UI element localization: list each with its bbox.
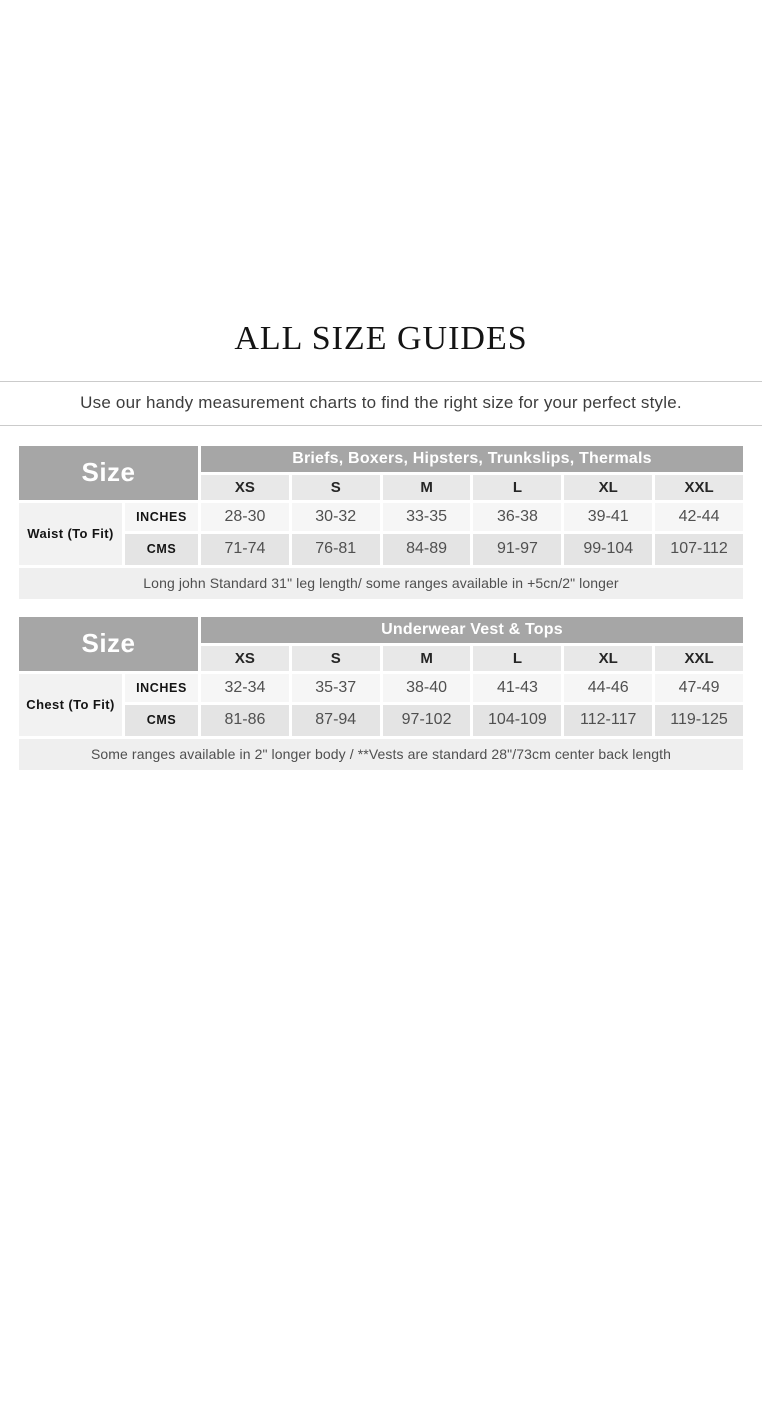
value-cell: 36-38: [473, 503, 561, 531]
value-cell: 97-102: [383, 705, 471, 736]
value-cell: 28-30: [201, 503, 289, 531]
unit-label-cms: CMS: [125, 705, 198, 736]
size-col-header-xs: XS: [201, 475, 289, 500]
value-cell: 71-74: [201, 534, 289, 565]
value-cell: 41-43: [473, 674, 561, 702]
size-col-header-l: L: [473, 646, 561, 671]
size-header-cell: Size: [19, 617, 198, 671]
value-cell: 107-112: [655, 534, 743, 565]
value-cell: 30-32: [292, 503, 380, 531]
measurement-row-label: Chest (To Fit): [19, 674, 122, 736]
size-col-header-m: M: [383, 475, 471, 500]
value-cell: 91-97: [473, 534, 561, 565]
value-cell: 35-37: [292, 674, 380, 702]
size-guides-section: [0, 426, 762, 773]
unit-label-inches: INCHES: [125, 503, 198, 531]
subtitle-text: Use our handy measurement charts to find the right size for your perfect style.: [80, 392, 682, 412]
category-header: Underwear Vest & Tops: [201, 617, 743, 643]
value-cell: 76-81: [292, 534, 380, 565]
category-header: Briefs, Boxers, Hipsters, Trunkslips, Thermals: [201, 446, 743, 472]
value-cell: 38-40: [383, 674, 471, 702]
value-cell: 99-104: [564, 534, 652, 565]
unit-label-cms: CMS: [125, 534, 198, 565]
value-cell: 112-117: [564, 705, 652, 736]
value-cell: 47-49: [655, 674, 743, 702]
size-col-header-xs: XS: [201, 646, 289, 671]
size-guide-table-vests-tops: [16, 614, 746, 773]
size-header-cell: Size: [19, 446, 198, 500]
value-cell: 119-125: [655, 705, 743, 736]
value-cell: 44-46: [564, 674, 652, 702]
value-cell: 84-89: [383, 534, 471, 565]
value-cell: 104-109: [473, 705, 561, 736]
size-col-header-s: S: [292, 475, 380, 500]
value-cell: 42-44: [655, 503, 743, 531]
page-title: ALL SIZE GUIDES: [234, 320, 528, 357]
unit-label-inches: INCHES: [125, 674, 198, 702]
size-guide-table-underwear-bottoms: [16, 443, 746, 602]
value-cell: 87-94: [292, 705, 380, 736]
size-col-header-xl: XL: [564, 646, 652, 671]
size-col-header-s: S: [292, 646, 380, 671]
subtitle-band: [0, 381, 762, 426]
size-col-header-l: L: [473, 475, 561, 500]
size-col-header-xxl: XXL: [655, 646, 743, 671]
size-col-header-xxl: XXL: [655, 475, 743, 500]
table-footnote: Some ranges available in 2" longer body / **Vests are standard 28"/73cm center back length: [19, 739, 743, 770]
size-col-header-xl: XL: [564, 475, 652, 500]
value-cell: 32-34: [201, 674, 289, 702]
value-cell: 39-41: [564, 503, 652, 531]
size-col-header-m: M: [383, 646, 471, 671]
measurement-row-label: Waist (To Fit): [19, 503, 122, 565]
value-cell: 33-35: [383, 503, 471, 531]
value-cell: 81-86: [201, 705, 289, 736]
table-footnote: Long john Standard 31" leg length/ some ranges available in +5cn/2" longer: [19, 568, 743, 599]
